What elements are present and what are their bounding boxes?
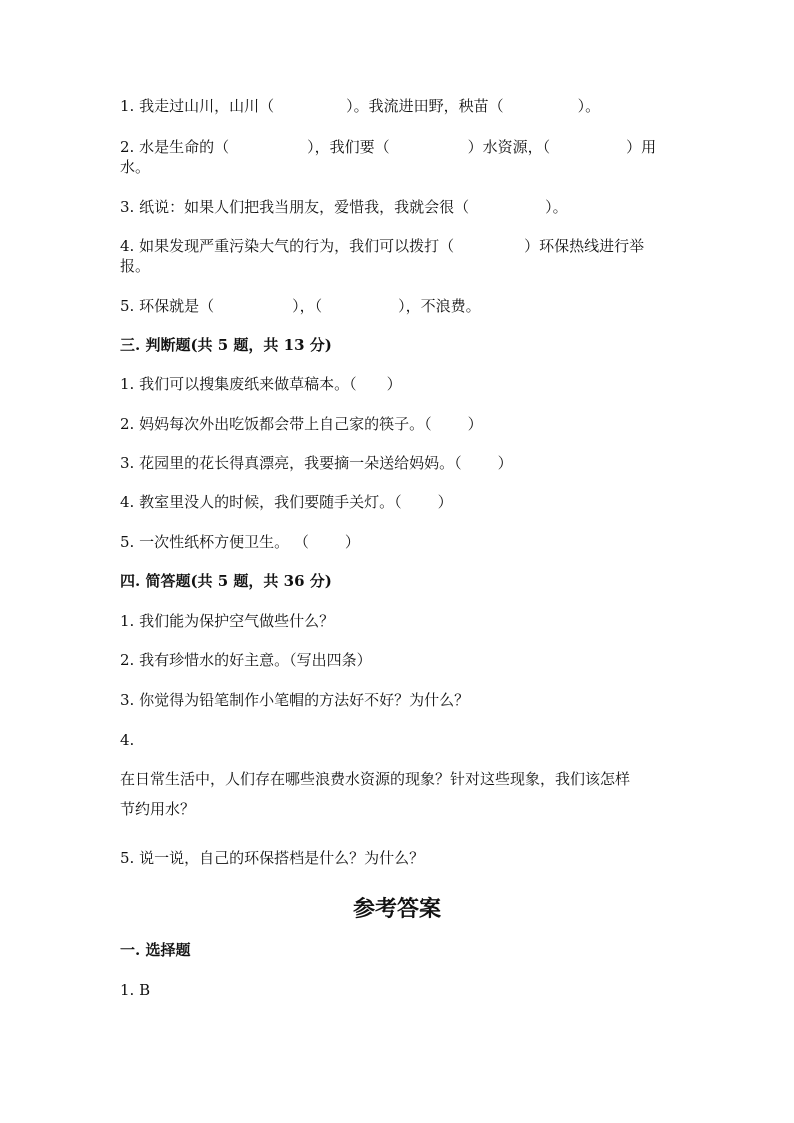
judge-item-3: 3. 花园里的花长得真漂亮，我要摘一朵送给妈妈。（ ） (120, 454, 513, 472)
q3-part-b: ）。 (545, 198, 568, 216)
q3-part-a: 3. 纸说：如果人们把我当朋友，爱惜我，我就会很（ (120, 198, 470, 216)
short-answer-q4-line1: 在日常生活中，人们存在哪些浪费水资源的现象？针对这些现象，我们该怎样 (120, 770, 631, 788)
q5-part-a: 5. 环保就是（ (120, 297, 215, 315)
judge-item-2: 2. 妈妈每次外出吃饭都会带上自己家的筷子。（ ） (120, 415, 483, 433)
q1-part-c: ）。 (577, 97, 601, 115)
section3-heading: 三. 判断题(共 5 题，共 13 分) (120, 336, 332, 354)
judge-item-1: 1. 我们可以搜集废纸来做草稿本。（ ） (120, 375, 402, 393)
answers-section1-heading: 一. 选择题 (120, 941, 191, 959)
short-answer-q5: 5. 说一说，自己的环保搭档是什么？为什么？ (120, 849, 425, 867)
fill-blank-q5 (120, 296, 680, 316)
q2-part-d: ）用 (626, 138, 657, 156)
q4-part-a: 4. 如果发现严重污染大气的行为，我们可以拨打（ (120, 237, 455, 255)
fill-blank-q2-cont: 水。 (120, 158, 151, 176)
q2-part-a: 2. 水是生命的（ (120, 138, 230, 156)
answer-1: 1. B (120, 981, 151, 999)
q1-part-b: ）。我流进田野，秧苗（ (346, 97, 504, 115)
q1-part-a: 1. 我走过山川，山川（ (120, 97, 275, 115)
q5-part-b: ），（ (292, 297, 323, 315)
q2-part-c: ）水资源，（ (467, 138, 551, 156)
fill-blank-q4 (120, 236, 680, 256)
short-answer-q2: 2. 我有珍惜水的好主意。（写出四条） (120, 651, 372, 669)
judge-item-4: 4. 教室里没人的时候，我们要随手关灯。（ ） (120, 493, 453, 511)
section4-heading: 四. 简答题(共 5 题，共 36 分) (120, 572, 332, 590)
short-answer-q4-line2: 节约用水？ (120, 800, 196, 818)
q5-part-c: ），不浪费。 (398, 297, 481, 315)
fill-blank-q1 (120, 96, 680, 116)
q2-part-b: ），我们要（ (307, 138, 390, 156)
q4-part-b: ）环保热线进行举 (524, 237, 645, 255)
answers-title: 参考答案 (352, 896, 441, 922)
short-answer-q3: 3. 你觉得为铅笔制作小笔帽的方法好不好？为什么？ (120, 691, 470, 709)
short-answer-q1: 1. 我们能为保护空气做些什么？ (120, 612, 335, 630)
fill-blank-q4-cont: 报。 (120, 257, 151, 275)
judge-item-5: 5. 一次性纸杯方便卫生。 （ ） (120, 533, 360, 551)
fill-blank-q3 (120, 197, 680, 217)
fill-blank-q2 (120, 137, 680, 157)
short-answer-q4-number: 4. (120, 731, 135, 749)
